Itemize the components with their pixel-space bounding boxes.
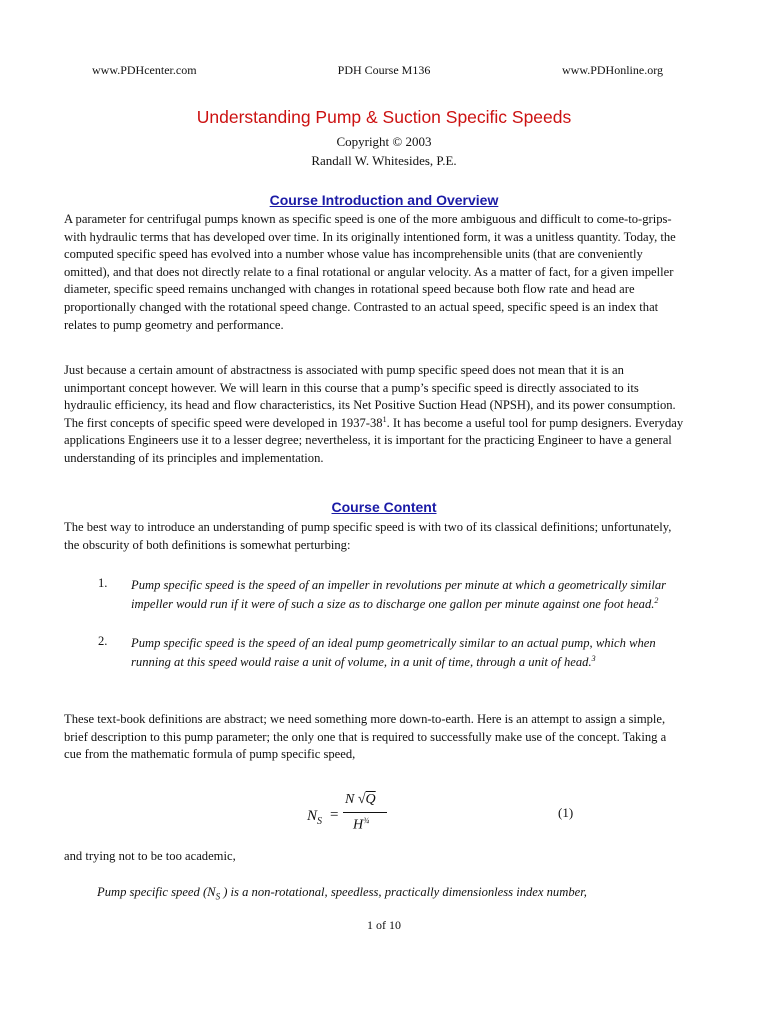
definition-number-2: 2. bbox=[98, 634, 108, 648]
academic-paragraph: and trying not to be too academic, bbox=[64, 849, 236, 863]
copyright-line: Copyright © 2003 bbox=[336, 134, 432, 149]
concept-paragraph-text-a: Just because a certain amount of abstractness is associated with pump specific speed does not mean that it is an unimportant concept however. We will learn in this course that a pump’s specific speed is directly associated to its hydraulic efficiency, its head and flow characteristics, its Net Positive Suction Head (NPSH), and its power consumption. The first concepts of specific speed were developed in 1937-38 bbox=[64, 363, 676, 430]
description-paragraph: These text-book definitions are abstract; we need something more down-to-earth. Here is an attempt to assign a simple, brief description to this pump parameter; the only one that is required to successfully make use of the concept. Taking a cue from the mathematic formula of pump specific speed, bbox=[64, 712, 667, 762]
footnote-ref-1: 1 bbox=[382, 414, 387, 424]
course-number: PDH Course M136 bbox=[337, 63, 431, 77]
pdhcenter-link[interactable]: www.PDHcenter.com bbox=[92, 63, 197, 77]
section-heading-introduction: Course Introduction and Overview bbox=[269, 192, 499, 208]
formula-denominator: $H^{\frac{3}{4}}$ bbox=[353, 816, 370, 833]
concept-paragraph bbox=[64, 362, 686, 468]
concept-paragraph-text-b: . It has become a useful tool for pump designers. Everyday applications Engineers use it to a lesser degree; nevertheless, it is important for the practicing Engineer to have a general understanding of its principles and implementation. bbox=[64, 415, 684, 465]
definition-1 bbox=[131, 576, 671, 614]
footnote-ref-3: 3 bbox=[591, 653, 596, 663]
definition-1-text: Pump specific speed is the speed of an impeller in revolutions per minute at which a geometrically similar impeller would run if it were of such a size as to discharge one gallon per minute against one foot head. bbox=[131, 578, 667, 611]
document-title: Understanding Pump & Suction Specific Speeds bbox=[196, 107, 572, 127]
definition-2-text: Pump specific speed is the speed of an ideal pump geometrically similar to an actual pump, which when running at this speed would raise a unit of volume, in a unit of time, through a unit of head. bbox=[131, 636, 656, 669]
specific-speed-definition: Pump specific speed ($N_S$ ) is a non-rotational, speedless, practically dimensionless index number, bbox=[97, 885, 587, 902]
specific-speed-formula bbox=[300, 790, 400, 840]
author-line: Randall W. Whitesides, P.E. bbox=[311, 153, 457, 168]
definition-number-1: 1. bbox=[98, 576, 108, 590]
footnote-ref-2: 2 bbox=[654, 595, 659, 605]
pdhonline-link[interactable]: www.PDHonline.org bbox=[562, 63, 663, 77]
formula-numerator: N √Q bbox=[345, 792, 376, 807]
formula-lhs: $N_S$ bbox=[307, 808, 323, 827]
definition-2 bbox=[131, 634, 671, 672]
intro-paragraph: A parameter for centrifugal pumps known as specific speed is one of the more ambiguous and difficult to come-to-grips-with hydraulic terms that has developed over time. In its originally intentioned form, it was a unitless quantity. Today, the computed specific speed has evolved into a number whose value has incomprehensible units (that are conveniently omitted), and that does not directly relate to a final rotational or angular velocity. As a matter of fact, for a given impeller diameter, specific speed remains unchanged with changes in rotational speed because both flow rate and head are proportionally changed with the rotational speed change. Contrasted to an actual speed, specific speed is an index that relates to pump geometry and performance. bbox=[64, 212, 676, 332]
fraction-bar bbox=[343, 812, 387, 813]
section-heading-content: Course Content bbox=[331, 499, 437, 515]
formula-equals: = bbox=[330, 807, 339, 823]
equation-number: (1) bbox=[558, 805, 574, 820]
content-intro-paragraph: The best way to introduce an understanding of pump specific speed is with two of its classical definitions; unfortunately, the obscurity of both definitions is somewhat perturbing: bbox=[64, 520, 672, 552]
page-number: 1 of 10 bbox=[367, 918, 401, 932]
